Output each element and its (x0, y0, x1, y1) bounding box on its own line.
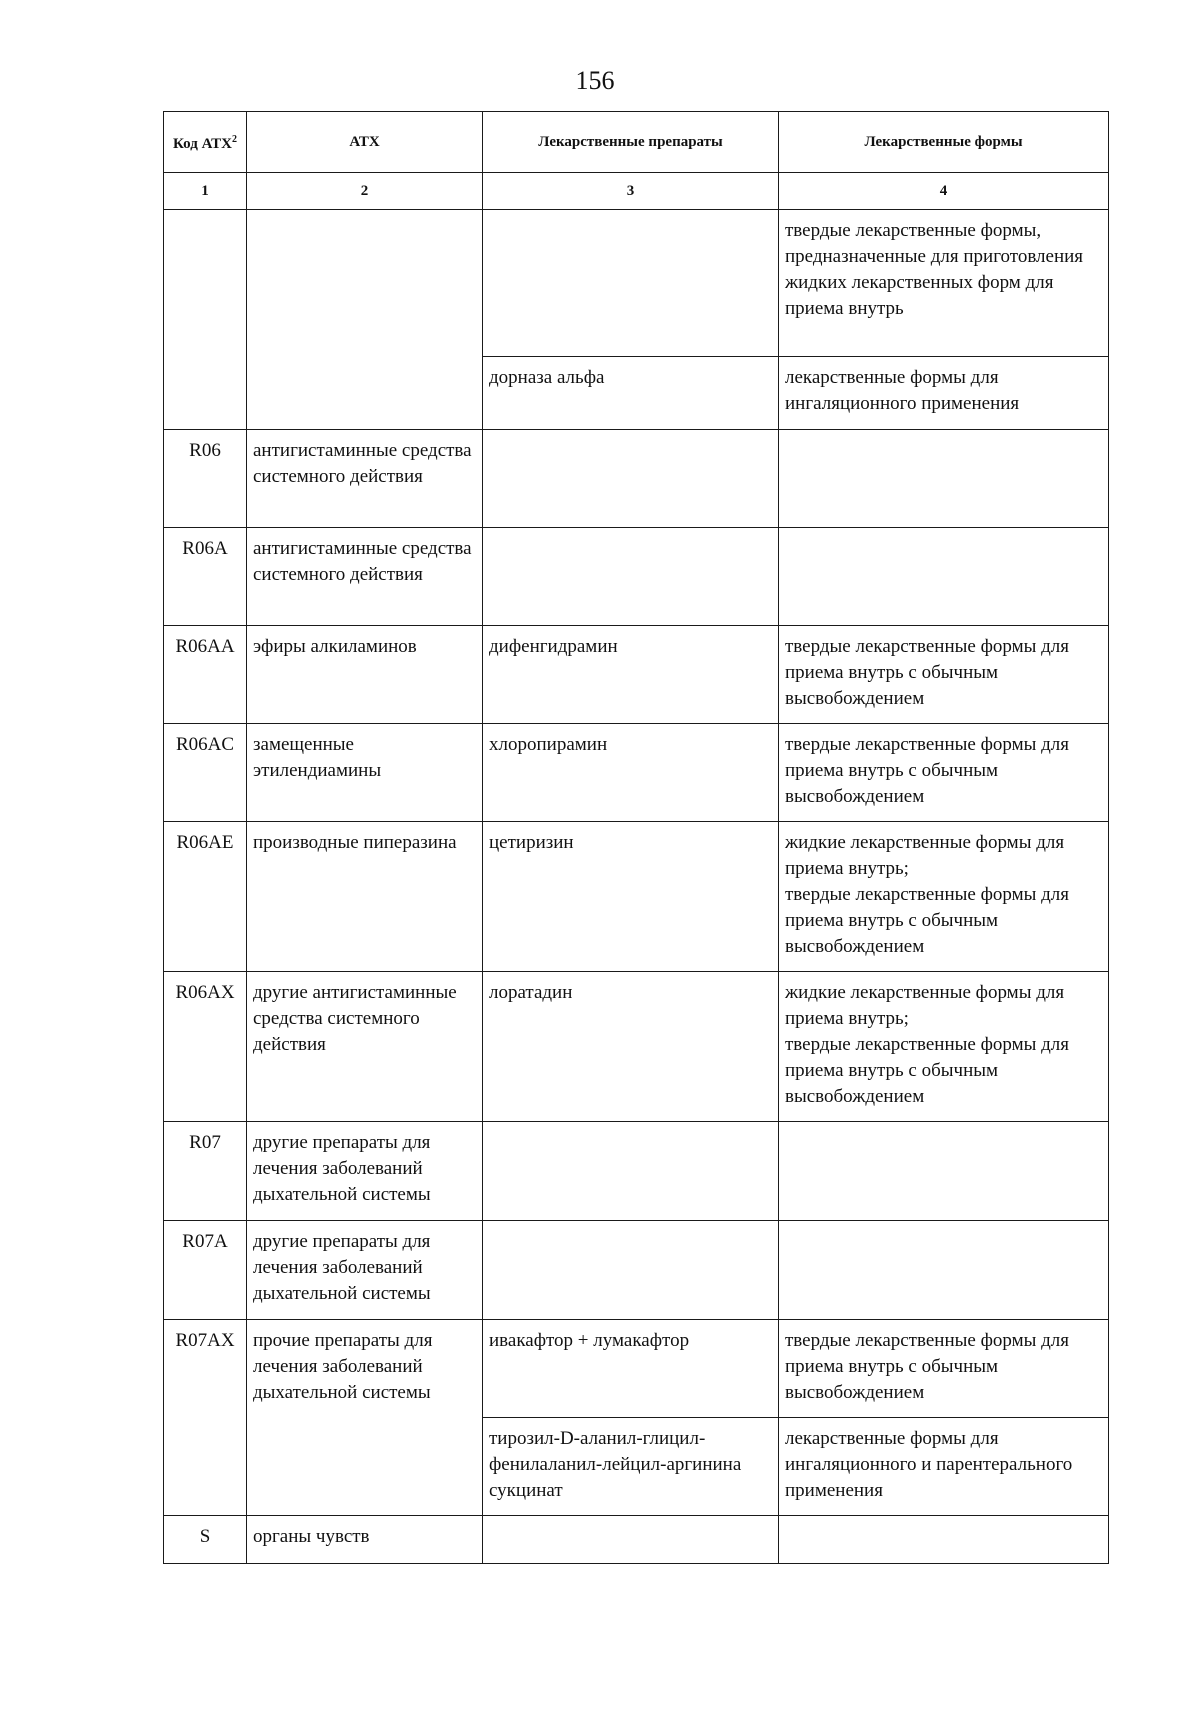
header-forms: Лекарственные формы (779, 112, 1109, 173)
form-cell: жидкие лекарственные формы для приема внутрь; твердые лекарственные формы для приема внутрь с обычным высвобождением (779, 822, 1109, 972)
form-cell (779, 430, 1109, 528)
form-cell (779, 1221, 1109, 1320)
form-cell: твердые лекарственные формы для приема внутрь с обычным высвобождением (779, 626, 1109, 724)
drug-cell (483, 1221, 779, 1320)
atc-code-cell: R06AC (164, 724, 247, 822)
form-cell: жидкие лекарственные формы для приема внутрь; твердые лекарственные формы для приема внутрь с обычным высвобождением (779, 972, 1109, 1122)
form-cell: твердые лекарственные формы для приема внутрь с обычным высвобождением (779, 1320, 1109, 1418)
page-number: 156 (575, 66, 615, 95)
atc-name-cell: органы чувств (247, 1516, 483, 1564)
table-row (164, 430, 1109, 528)
drug-cell: лоратадин (483, 972, 779, 1122)
atc-code-cell: R06 (164, 430, 247, 528)
atc-code-cell: R06AX (164, 972, 247, 1122)
column-number-row (164, 173, 1109, 210)
form-cell (779, 1516, 1109, 1564)
table-row (164, 1122, 1109, 1221)
atc-name-cell: другие препараты для лечения заболеваний дыхательной системы (247, 1122, 483, 1221)
atc-name-cell: антигистаминные средства системного действия (247, 528, 483, 626)
atc-name-cell: антигистаминные средства системного действия (247, 430, 483, 528)
drug-cell (483, 1516, 779, 1564)
table-row (164, 210, 1109, 357)
drug-cell (483, 430, 779, 528)
column-number: 1 (164, 173, 247, 210)
drug-cell: хлоропирамин (483, 724, 779, 822)
atc-name-cell: прочие препараты для лечения заболеваний дыхательной системы (247, 1320, 483, 1516)
table-row (164, 724, 1109, 822)
atc-drug-table (163, 111, 1109, 1564)
table-row (164, 972, 1109, 1122)
table-row (164, 626, 1109, 724)
form-cell: твердые лекарственные формы для приема внутрь с обычным высвобождением (779, 724, 1109, 822)
table-row (164, 1516, 1109, 1564)
table-row (164, 822, 1109, 972)
table-row (164, 1221, 1109, 1320)
atc-code-cell: S (164, 1516, 247, 1564)
form-cell: твердые лекарственные формы, предназначенные для приготовления жидких лекарственных форм для приема внутрь (779, 210, 1109, 357)
drug-cell (483, 1122, 779, 1221)
drug-cell: тирозил-D-аланил-глицил-фенилаланил-лейцил-аргинина сукцинат (483, 1418, 779, 1516)
form-cell: лекарственные формы для ингаляционного и парентерального применения (779, 1418, 1109, 1516)
atc-name-cell: замещенные этилендиамины (247, 724, 483, 822)
form-cell (779, 528, 1109, 626)
form-cell (779, 1122, 1109, 1221)
header-code-footnote: 2 (231, 134, 237, 145)
drug-cell: дорназа альфа (483, 357, 779, 430)
header-row (164, 112, 1109, 173)
drug-cell (483, 210, 779, 357)
column-number: 2 (247, 173, 483, 210)
atc-code-cell (164, 210, 247, 430)
atc-name-cell (247, 210, 483, 430)
atc-code-cell: R07AX (164, 1320, 247, 1516)
drug-cell: цетиризин (483, 822, 779, 972)
drug-cell (483, 528, 779, 626)
table-row (164, 528, 1109, 626)
table-row (164, 1320, 1109, 1418)
atc-name-cell: другие антигистаминные средства системного действия (247, 972, 483, 1122)
header-atc: АТХ (247, 112, 483, 173)
atc-code-cell: R07A (164, 1221, 247, 1320)
atc-code-cell: R06AA (164, 626, 247, 724)
atc-code-cell: R07 (164, 1122, 247, 1221)
atc-name-cell: эфиры алкиламинов (247, 626, 483, 724)
column-number: 3 (483, 173, 779, 210)
drug-cell: дифенгидрамин (483, 626, 779, 724)
header-code: Код АТХ$^2$ (164, 112, 247, 173)
column-number: 4 (779, 173, 1109, 210)
atc-code-cell: R06A (164, 528, 247, 626)
atc-name-cell: другие препараты для лечения заболеваний дыхательной системы (247, 1221, 483, 1320)
form-cell: лекарственные формы для ингаляционного применения (779, 357, 1109, 430)
drug-cell: ивакафтор + лумакафтор (483, 1320, 779, 1418)
atc-name-cell: производные пиперазина (247, 822, 483, 972)
header-drugs: Лекарственные препараты (483, 112, 779, 173)
atc-code-cell: R06AE (164, 822, 247, 972)
